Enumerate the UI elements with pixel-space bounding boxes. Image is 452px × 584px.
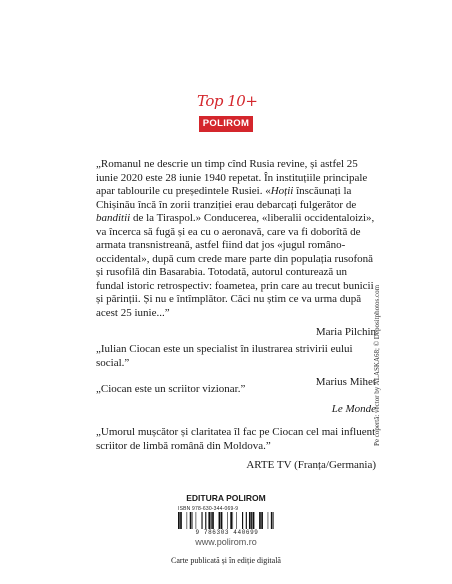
barcode [178, 512, 276, 529]
main-quote-segment: de la Tiraspol.» Conducerea, «liberalii occidentaloizi», va încerca să fugă și ea cu o aeronavă, care va fi doborîtă de armata transnistreană, astfel fiind dat jos «jugul româno-occidental», după cum crede mare parte din populația rusofonă și rusofilă din Basarabia. Totodată, autorul conturează un fundal istoric retrospectiv: foametea, prin care au trecut bunicii și părinții. Și nu e întîmplător. Căci nu știm ce va urma după acest 25 iunie...” [96, 212, 375, 319]
brand-badge: POLIROM [199, 116, 253, 132]
barcode-bar [196, 512, 197, 529]
publisher-name: EDITURA POLIROM [186, 493, 266, 503]
main-quote-segment: înscăunați la Chișinău încă în zorii tranziției erau debarcați fulgerător de [96, 185, 357, 211]
quote-block-3 [96, 383, 376, 416]
digital-edition-note: Carte publicată și în ediție digitală [171, 556, 281, 565]
barcode-bar [253, 512, 255, 529]
barcode-bar [251, 512, 252, 529]
barcode-bar [221, 512, 223, 529]
quote-3-author: Le Monde [331, 402, 376, 415]
barcode-bar [187, 512, 188, 529]
barcode-bar [211, 512, 212, 529]
barcode-bar [219, 512, 221, 529]
website-link[interactable]: www.polirom.ro [195, 537, 257, 547]
main-quote-block [96, 158, 376, 340]
main-quote-segment: „Romanul ne descrie un timp cînd Rusia revine, și astfel 25 iunie 2020 este 28 iunie 1940 repetat. În instituțiile principale apar tablourile cu președintele Rusiei. « [96, 158, 368, 197]
barcode-bar [236, 512, 237, 529]
barcode-bar [205, 512, 206, 529]
barcode-bar [212, 512, 214, 529]
barcode-bar [268, 512, 269, 529]
barcode-bar [261, 512, 263, 529]
barcode-bar [246, 512, 247, 529]
cover-credit: Pe copertă: vector by ALASKA68; © Depositphotos.com [373, 284, 381, 446]
quote-2-author: Marius Mihet [315, 376, 376, 388]
barcode-bar [208, 512, 210, 529]
barcode-bar [232, 512, 233, 529]
barcode-bar [259, 512, 261, 529]
quote-2-text: „Iulian Ciocan este un specialist în ilustrarea strivirii eului social.” [96, 343, 353, 369]
barcode-bar [230, 512, 232, 529]
main-quote-segment: banditii [96, 212, 131, 224]
barcode-bar [201, 512, 202, 529]
barcode-bar [190, 512, 192, 529]
main-quote-segment: Hoții [270, 185, 294, 197]
barcode-bar [249, 512, 251, 529]
barcode-bar [273, 512, 274, 529]
barcode-bar [242, 512, 243, 529]
series-logo: Top 10+ [197, 92, 258, 110]
barcode-bar [271, 512, 273, 529]
main-quote-text [96, 158, 376, 320]
barcode-bar [180, 512, 182, 529]
quote-block-4 [96, 426, 376, 473]
barcode-bar [227, 512, 228, 529]
barcode-bar [192, 512, 193, 529]
quote-3-text: „Ciocan este un scriitor vizionar.” [96, 383, 246, 395]
barcode-number: 9 786303 440699 [195, 529, 259, 536]
quote-4-text: „Umorul mușcător și claritatea îl fac pe Ciocan cel mai influent scriitor de limbă română din Moldova.” [96, 426, 376, 452]
quote-4-author: ARTE TV (Franța/Germania) [246, 459, 376, 471]
main-quote-author: Maria Pilchin [315, 326, 376, 338]
barcode-bar [178, 512, 180, 529]
isbn-label: ISBN 978-630-344-069-9 [178, 506, 239, 512]
